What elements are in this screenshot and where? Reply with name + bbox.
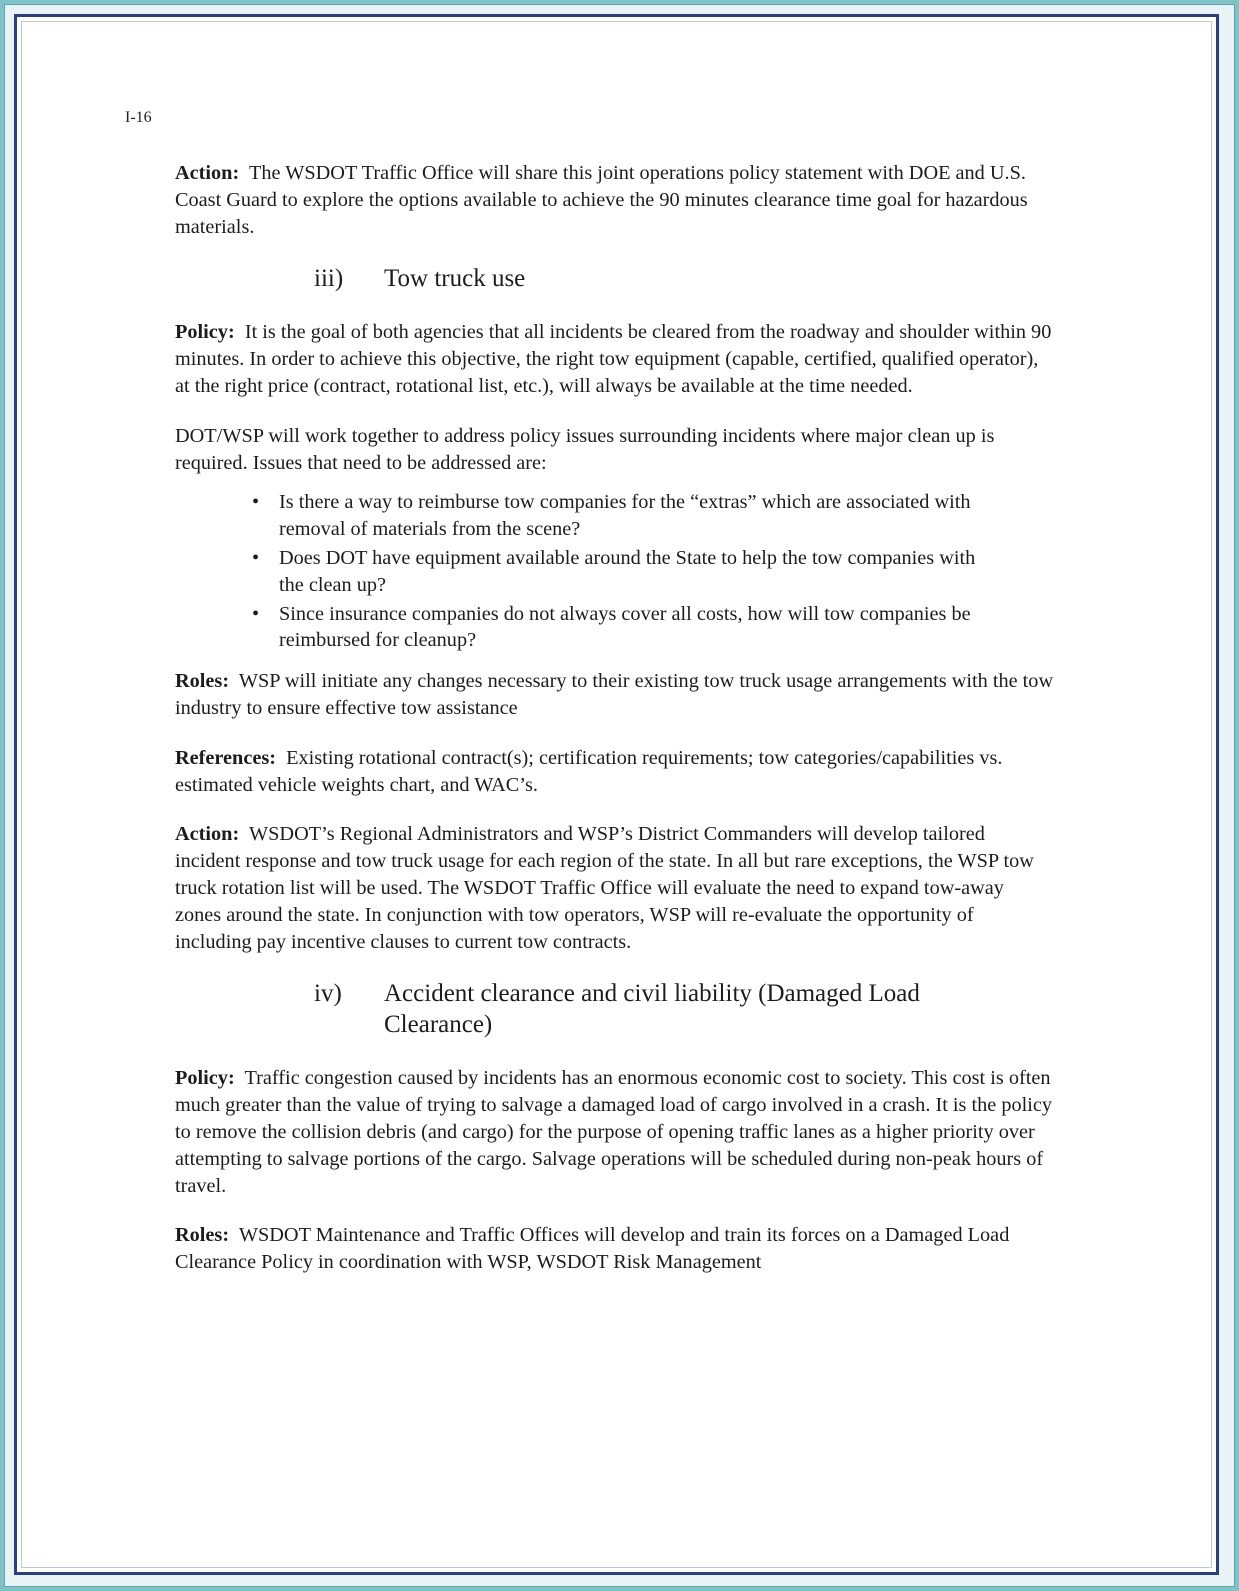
issues-list <box>175 489 1055 654</box>
list-item <box>175 545 979 599</box>
list-item-text: Does DOT have equipment available around the State to help the tow companies with the clean up? <box>279 546 976 596</box>
references-text: Existing rotational contract(s); certification requirements; tow categories/capabilities vs. estimated vehicle weights chart, and WAC’s. <box>175 746 1003 796</box>
heading-title: Accident clearance and civil liability (Damaged Load Clearance) <box>384 980 920 1039</box>
list-item-text: Since insurance companies do not always cover all costs, how will tow companies be reimbursed for cleanup? <box>279 602 971 652</box>
policy-label: Policy: <box>175 321 235 344</box>
roles-paragraph-2 <box>175 1222 1055 1276</box>
policy-label: Policy: <box>175 1067 235 1090</box>
policy-text: Traffic congestion caused by incidents has an enormous economic cost to society. This cost is often much greater than the value of trying to salvage a damaged load of cargo involved in a crash. It is the policy to remove the collision debris (and cargo) for the purpose of opening traffic lanes as a higher priority over attempting to salvage portions of the cargo. Salvage operations will be scheduled during non-peak hours of travel. <box>175 1067 1053 1197</box>
document-page <box>14 14 1219 1575</box>
roles-label: Roles: <box>175 670 230 693</box>
roles-text: WSP will initiate any changes necessary to their existing tow truck usage arrangements with the tow industry to ensure effective tow assistance <box>175 670 1054 719</box>
action-paragraph-1 <box>175 160 1055 240</box>
policy-text: It is the goal of both agencies that all incidents be cleared from the roadway and shoulder within 90 minutes. In order to achieve this objective, the right tow equipment (capable, certified, qualified operator), at the right price (contract, rotational list, etc.), will always be available at the time needed. <box>175 321 1052 397</box>
roles-text: WSDOT Maintenance and Traffic Offices will develop and train its forces on a Damaged Load Clearance Policy in coordination with WSP, WSDOT Risk Management <box>175 1224 1010 1274</box>
heading-number: iv) <box>314 980 342 1008</box>
references-label: References: <box>175 746 276 769</box>
policy-paragraph-2 <box>175 1065 1055 1199</box>
section-heading-iv <box>175 978 1055 1040</box>
heading-number: iii) <box>314 265 344 293</box>
references-paragraph <box>175 745 1055 799</box>
policy-paragraph-1 <box>175 319 1055 399</box>
action-label: Action: <box>175 823 240 846</box>
heading-title: Tow truck use <box>384 265 526 293</box>
section-heading-iii <box>175 263 1055 294</box>
bullet-icon: • <box>252 491 260 514</box>
list-item <box>175 489 979 543</box>
bullet-icon: • <box>252 546 260 569</box>
roles-label: Roles: <box>175 1224 230 1247</box>
page-number: I-16 <box>125 109 152 126</box>
roles-paragraph-1 <box>175 668 1055 722</box>
bullet-icon: • <box>252 602 260 625</box>
action-text: The WSDOT Traffic Office will share this joint operations policy statement with DOE and U.S. Coast Guard to explore the options available to achieve the 90 minutes clearance time goal for hazardous materials. <box>175 162 1028 238</box>
dot-wsp-paragraph <box>175 423 1055 477</box>
list-item <box>175 601 979 655</box>
action-paragraph-2 <box>175 821 1055 955</box>
list-item-text: Is there a way to reimburse tow companies for the “extras” which are associated with removal of materials from the scene? <box>279 491 971 541</box>
action-label: Action: <box>175 162 240 184</box>
document-body <box>175 160 1055 1299</box>
dot-wsp-text: DOT/WSP will work together to address policy issues surrounding incidents where major clean up is required. Issues that need to be addressed are: <box>175 424 995 474</box>
action-text: WSDOT’s Regional Administrators and WSP’s District Commanders will develop tailored incident response and tow truck usage for each region of the state. In all but rare exceptions, the WSP tow truck rotation list will be used. The WSDOT Traffic Office will evaluate the need to expand tow-away zones around the state. In conjunction with tow operators, WSP will re-evaluate the opportunity of including pay incentive clauses to current tow contracts. <box>175 823 1034 953</box>
